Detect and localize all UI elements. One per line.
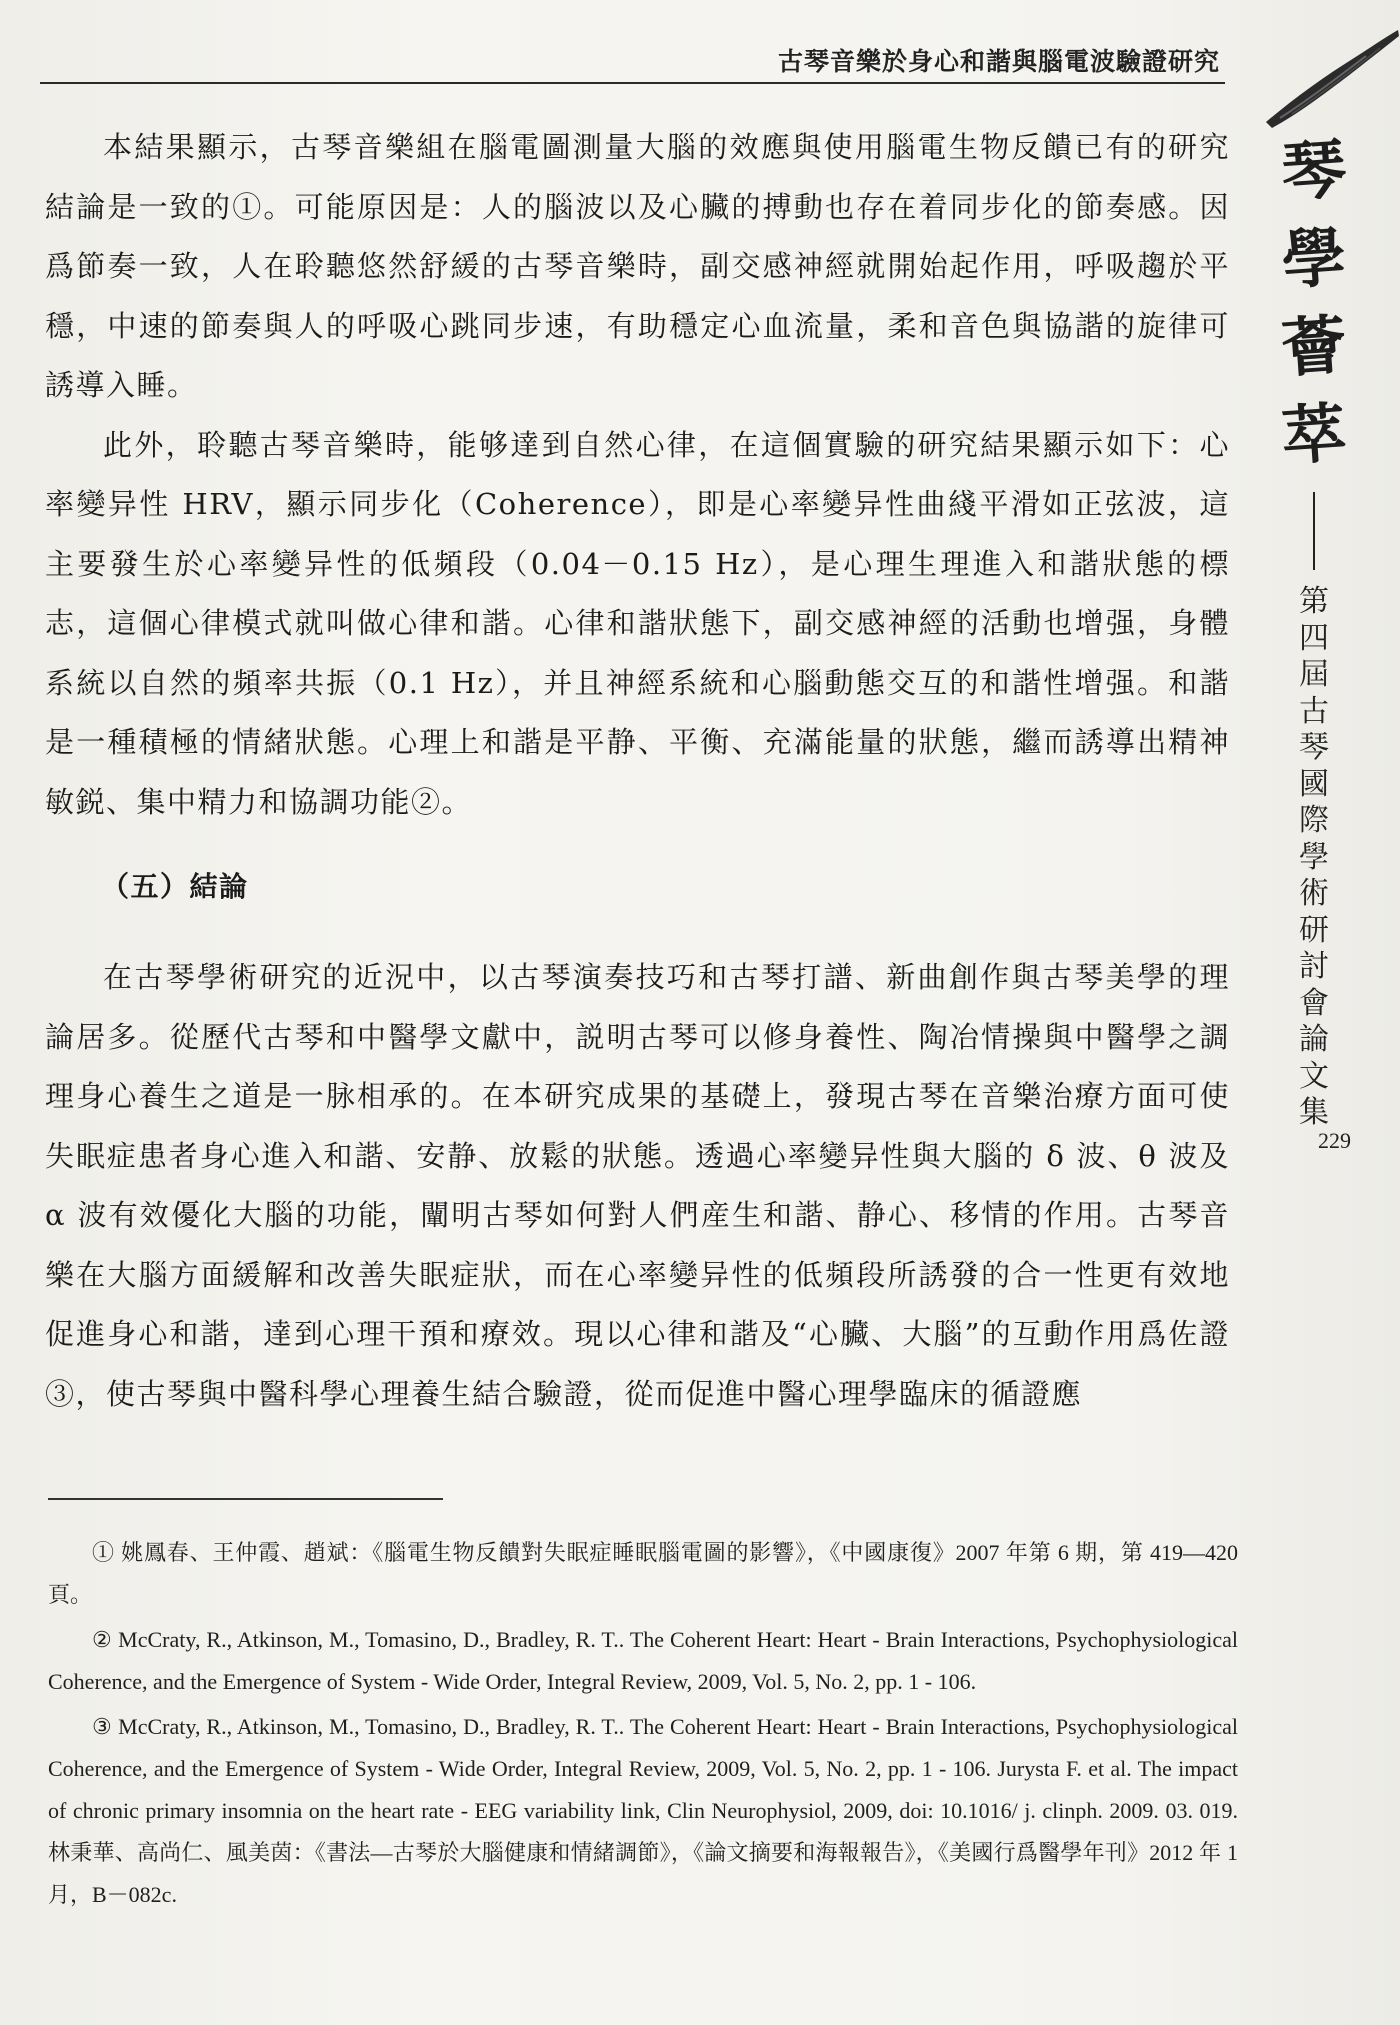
volume-char: 文: [1299, 1058, 1329, 1094]
volume-char: 論: [1299, 1022, 1329, 1057]
footnote-rule: [48, 1498, 443, 1500]
brush-stroke-ornament: [1262, 22, 1400, 132]
running-header: 古琴音樂於身心和諧與腦電波驗證研究: [777, 47, 1220, 76]
volume-char: 四: [1299, 620, 1329, 656]
paragraph: 本結果顯示，古琴音樂組在腦電圖測量大腦的效應與使用腦電生物反饋已有的研究結論是一致的①。可能原因是：人的腦波以及心臟的搏動也存在着同步化的節奏感。因爲節奏一致，人在聆聽悠然舒緩的古琴音樂時，副交感神經就開始起作用，呼吸趨於平穩，中速的節奏與人的呼吸心跳同步速，有助穩定心血流量，柔和音色與協諧的旋律可誘導入睡。: [45, 130, 1230, 402]
footnote: ② McCraty, R., Atkinson, M., Tomasino, D., Bradley, R. T.. The Coherent Heart: Heart - Brain Interactions, Psychophysiological Coherence, and the Emergence of System - Wide Order, Integral Review, 2009, Vol. 5, No. 2, pp. 1 - 106.: [48, 1627, 1238, 1694]
journal-title-char: 學: [1279, 219, 1349, 300]
volume-char: 學: [1299, 839, 1329, 875]
paragraph: 此外，聆聽古琴音樂時，能够達到自然心律，在這個實驗的研究結果顯示如下：心率變异性 HRV，顯示同步化（Coherence），即是心率變异性曲綫平滑如正弦波，這主要發生於心率變异性的低頻段（0.04－0.15 Hz），是心理生理進入和諧狀態的標志，這個心律模式就叫做心律和諧。心律和諧狀態下，副交感神經的活動也增强，身體系統以自然的頻率共振（0.1 Hz），并且神經系統和心腦動態交互的和諧性增强。和諧是一種積極的情緒狀態。心理上和諧是平静、平衡、充滿能量的狀態，繼而誘導出精神敏鋭、集中精力和協調功能②。: [45, 427, 1230, 819]
volume-char: 第: [1299, 584, 1329, 619]
volume-char: 研: [1299, 912, 1329, 948]
header-rule: [40, 82, 1225, 84]
side-title-dash: [1313, 492, 1315, 570]
volume-char: 會: [1299, 985, 1329, 1021]
page-number: 229: [1318, 1128, 1351, 1153]
volume-char: 討: [1299, 949, 1329, 984]
volume-char: 集: [1299, 1095, 1329, 1130]
journal-title-char: 琴: [1279, 131, 1349, 212]
footnotes: [48, 1532, 1238, 1919]
volume-char: 國: [1299, 766, 1329, 802]
footnote: ① 姚鳳春、王仲霞、趙斌：《腦電生物反饋對失眠症睡眠腦電圖的影響》，《中國康復》2007 年第 6 期，第 419—420 頁。: [48, 1540, 1238, 1607]
main-body-text: [45, 118, 1230, 1424]
paragraph: 在古琴學術研究的近況中，以古琴演奏技巧和古琴打譜、新曲創作與古琴美學的理論居多。從歷代古琴和中醫學文獻中，説明古琴可以修身養性、陶冶情操與中醫學之調理身心養生之道是一脉相承的。在本研究成果的基礎上，發現古琴在音樂治療方面可使失眠症患者身心進入和諧、安静、放鬆的狀態。透過心率變异性與大腦的 δ 波、θ 波及 α 波有效優化大腦的功能，闡明古琴如何對人們産生和諧、静心、移情的作用。古琴音樂在大腦方面緩解和改善失眠症狀，而在心率變异性的低頻段所誘發的合一性更有效地促進身心和諧，達到心理干預和療效。現以心律和諧及“心臟、大腦”的互動作用爲佐證③，使古琴與中醫科學心理養生結合驗證，從而促進中醫心理學臨床的循證應: [45, 960, 1230, 1411]
journal-side-title: [1268, 128, 1360, 1132]
volume-char: 術: [1299, 876, 1329, 911]
volume-char: 古: [1299, 693, 1329, 729]
volume-char: 屆: [1299, 657, 1329, 692]
volume-char: 琴: [1299, 730, 1329, 765]
footnote: ③ McCraty, R., Atkinson, M., Tomasino, D., Bradley, R. T.. The Coherent Heart: Heart - Brain Interactions, Psychophysiological Coherence, and the Emergence of System - Wide Order, Integral Review, 2009, Vol. 5, No. 2, pp. 1 - 106. Jurysta F. et al. The impact of chronic primary insomnia on the heart rate - EEG variability link, Clin Neurophysiol, 2009, doi: 10.1016/ j. clinph. 2009. 03. 019. 林秉華、高尚仁、風美茵：《書法—古琴於大腦健康和情緒調節》，《論文摘要和海報報告》，《美國行爲醫學年刊》2012 年 1 月，B－082c.: [48, 1714, 1238, 1907]
journal-title-char: 萃: [1279, 395, 1349, 476]
volume-char: 際: [1299, 803, 1329, 838]
section-heading: （五）結論: [101, 870, 249, 903]
journal-title-char: 薈: [1279, 307, 1349, 388]
